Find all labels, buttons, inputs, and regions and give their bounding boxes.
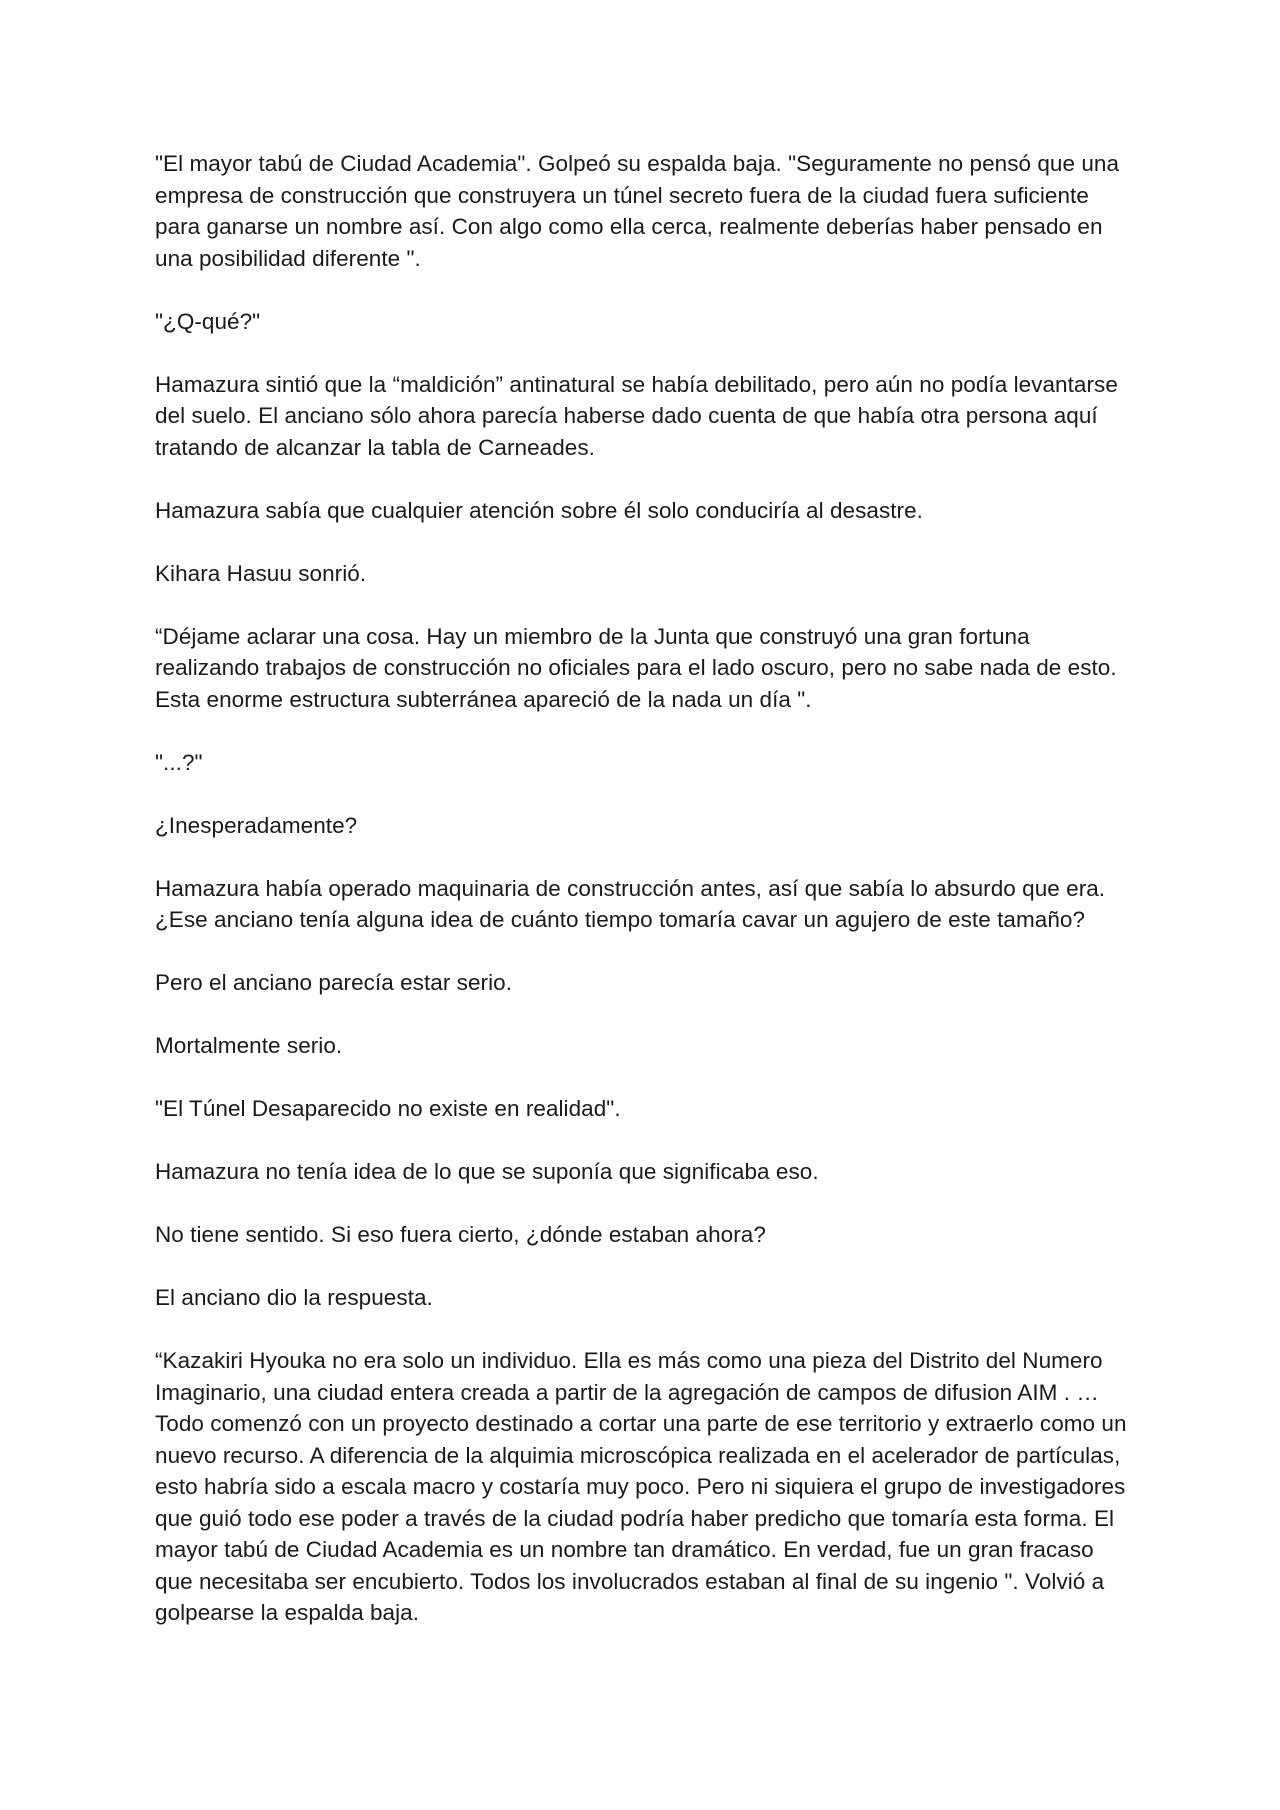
paragraph-12: "El Túnel Desaparecido no existe en realidad".	[155, 1096, 621, 1121]
paragraph-10: Pero el anciano parecía estar serio.	[155, 970, 512, 995]
paragraph-16: “Kazakiri Hyouka no era solo un individuo. Ella es más como una pieza del Distrito del Numero Imaginario, una ciudad entera creada a partir de la agregación de campos de difusion AIM . … Todo comenzó con un proyecto destinado a cortar una parte de ese territorio y extraerlo como un nuevo recurso. A diferencia de la alquimia microscópica realizada en el acelerador de partículas, esto habría sido a escala macro y costaría muy poco. Pero ni siquiera el grupo de investigadores que guió todo ese poder a través de la ciudad podría haber predicho que tomaría esta forma. El mayor tabú de Ciudad Academia es un nombre tan dramático. En verdad, fue un gran fracaso que necesitaba ser encubierto. Todos los involucrados estaban al final de su ingenio ". Volvió a golpearse la espalda baja.	[155, 1348, 1127, 1625]
paragraph-11: Mortalmente serio.	[155, 1033, 343, 1058]
paragraph-3: Hamazura sintió que la “maldición” antinatural se había debilitado, pero aún no podía levantarse del suelo. El anciano sólo ahora parecía haberse dado cuenta de que había otra persona aquí tratando de alcanzar la tabla de Carneades.	[155, 371, 1118, 460]
paragraph-14: No tiene sentido. Si eso fuera cierto, ¿dónde estaban ahora?	[155, 1222, 766, 1247]
paragraph-5: Kihara Hasuu sonrió.	[155, 560, 367, 586]
paragraph-9: Hamazura había operado maquinaria de construcción antes, así que sabía lo absurdo que era. ¿Ese anciano tenía alguna idea de cuánto tiempo tomaría cavar un agujero de este tamaño?	[155, 875, 1106, 932]
paragraph-1: "El mayor tabú de Ciudad Academia". Golpeó su espalda baja. "Seguramente no pensó que una empresa de construcción que construyera un túnel secreto fuera de la ciudad fuera suficiente para ganarse un nombre así. Con algo como ella cerca, realmente deberías haber pensado en una posibilidad diferente ".	[155, 151, 1120, 271]
paragraph-13: Hamazura no tenía idea de lo que se suponía que significaba eso.	[155, 1159, 819, 1184]
paragraph-7: "...?"	[155, 749, 203, 775]
paragraph-6: “Déjame aclarar una cosa. Hay un miembro de la Junta que construyó una gran fortuna realizando trabajos de construcción no oficiales para el lado oscuro, pero no sabe nada de esto. Esta enorme estructura subterránea apareció de la nada un día ".	[155, 623, 1117, 712]
paragraph-8: ¿Inesperadamente?	[155, 812, 358, 838]
paragraph-2: "¿Q-qué?"	[155, 308, 261, 334]
document-body	[155, 148, 1135, 1629]
paragraph-4: Hamazura sabía que cualquier atención sobre él solo conduciría al desastre.	[155, 497, 923, 523]
paragraph-15: El anciano dio la respuesta.	[155, 1285, 433, 1310]
